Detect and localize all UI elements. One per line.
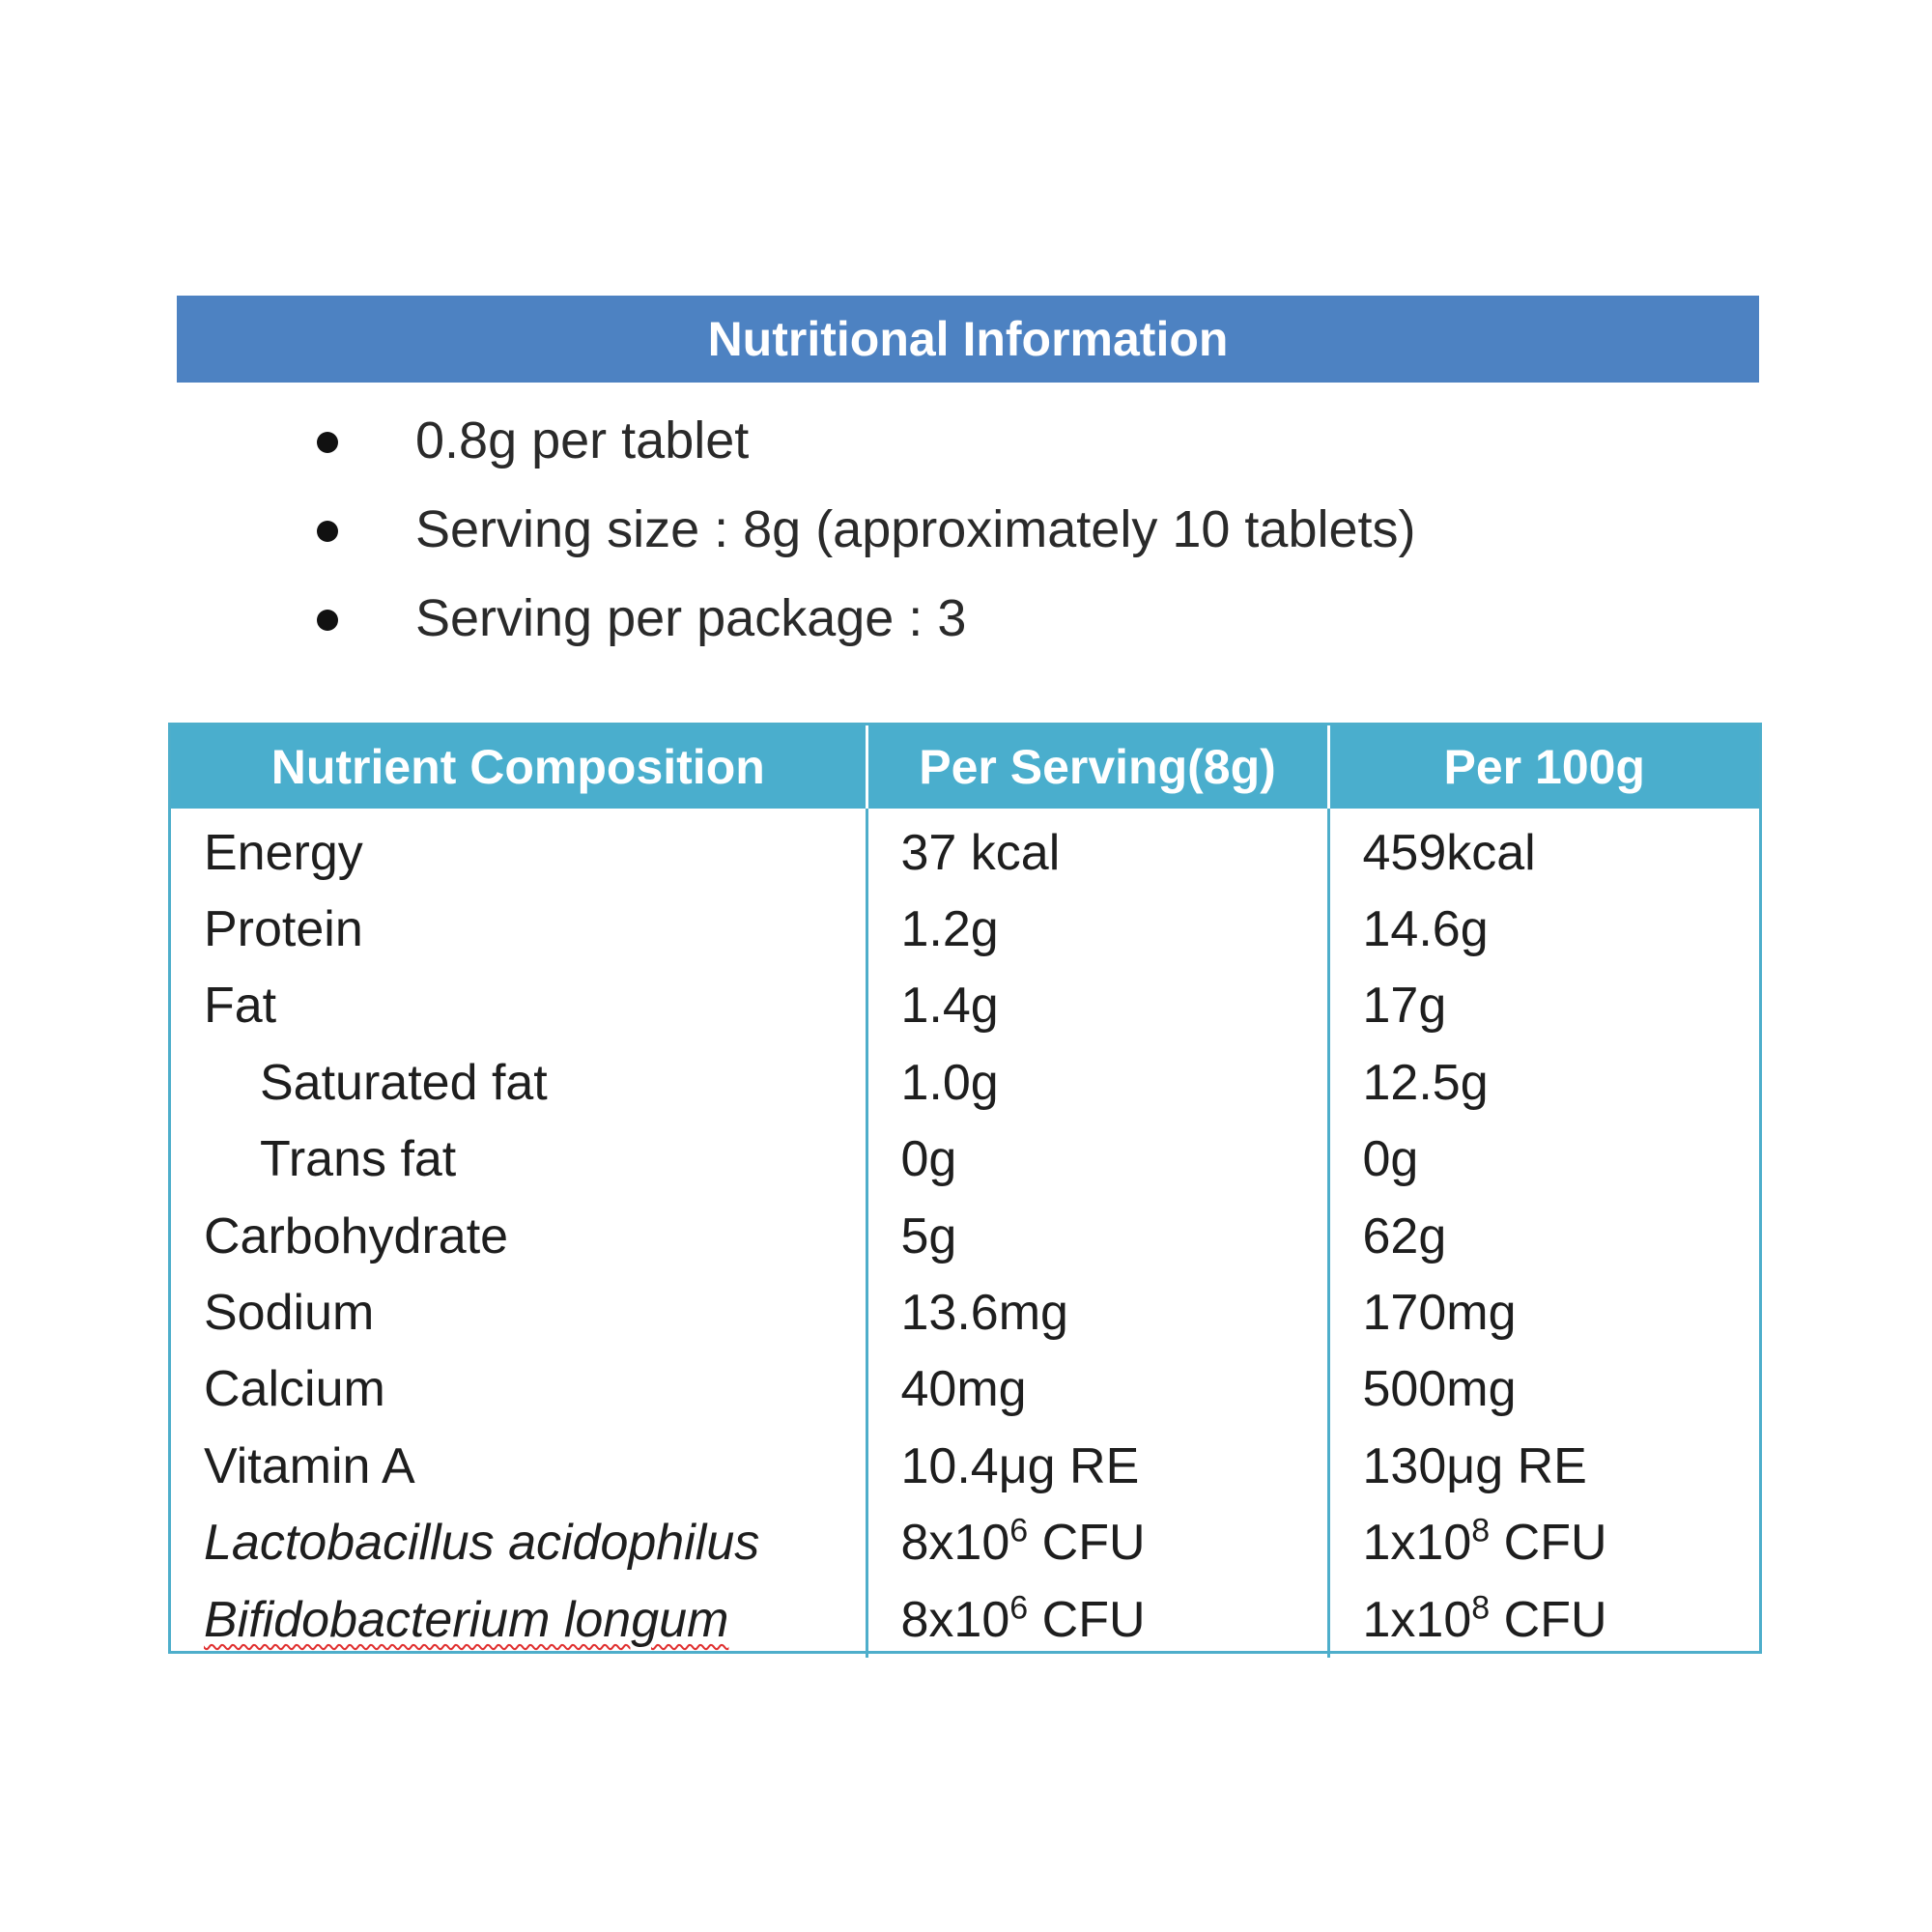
nutrient-name: Vitamin A (204, 1437, 415, 1494)
per-100g-value: 17g (1328, 968, 1759, 1044)
per-serving-value: 13.6mg (867, 1274, 1328, 1350)
value-exponent: 6 (1009, 1512, 1029, 1549)
per-serving-value: 5g (867, 1198, 1328, 1274)
value-exponent: 8 (1471, 1589, 1491, 1627)
per-serving-value: 40mg (867, 1351, 1328, 1428)
per-serving-value: 1.4g (867, 968, 1328, 1044)
per-100g-value: 14.6g (1328, 891, 1759, 967)
spellcheck-underlined-text: Bifidobacterium longum (204, 1591, 729, 1648)
bullet-item-servings-per-package (0, 574, 1932, 663)
bullet-text: 0.8g per tablet (415, 412, 750, 469)
bullet-text: Serving per package : 3 (415, 589, 967, 647)
header-nutrient: Nutrient Composition (171, 725, 867, 809)
bullet-icon (317, 521, 338, 542)
per-serving-value: 0g (867, 1122, 1328, 1198)
value-unit: CFU (1490, 1515, 1607, 1572)
table-row (171, 1351, 1759, 1428)
table-row (171, 1198, 1759, 1274)
per-serving-value (867, 1505, 1328, 1581)
header-per-100g: Per 100g (1328, 725, 1759, 809)
header-per-serving: Per Serving(8g) (867, 725, 1328, 809)
table-row (171, 1044, 1759, 1121)
value-base: 8x10 (900, 1591, 1010, 1648)
nutrient-name: Energy (204, 824, 363, 881)
table-row (171, 891, 1759, 967)
per-100g-value (1328, 1505, 1759, 1581)
value-base: 1x10 (1362, 1591, 1472, 1648)
per-100g-value: 500mg (1328, 1351, 1759, 1428)
nutrient-name: Fat (204, 978, 277, 1035)
value-unit: CFU (1028, 1591, 1146, 1648)
per-serving-value: 1.0g (867, 1044, 1328, 1121)
per-serving-value: 37 kcal (867, 809, 1328, 891)
table-row (171, 968, 1759, 1044)
nutrient-name: Lactobacillus acidophilus (204, 1515, 760, 1572)
table-header-row (171, 725, 1759, 809)
table-row (171, 1122, 1759, 1198)
nutrition-title-bar (177, 296, 1759, 383)
per-100g-value: 170mg (1328, 1274, 1759, 1350)
nutrient-name (171, 1581, 867, 1658)
value-exponent: 6 (1009, 1589, 1029, 1627)
bullet-item-tablet-weight (0, 396, 1932, 485)
bullet-icon (317, 610, 338, 631)
per-100g-value: 62g (1328, 1198, 1759, 1274)
nutrient-name: Carbohydrate (204, 1208, 509, 1264)
per-100g-value: 459kcal (1328, 809, 1759, 891)
nutrient-name: Trans fat (260, 1131, 457, 1188)
table-row (171, 809, 1759, 891)
bullet-text: Serving size : 8g (approximately 10 tablets) (415, 500, 1416, 558)
value-unit: CFU (1028, 1515, 1146, 1572)
page-title: Nutritional Information (707, 312, 1229, 366)
per-100g-value: 12.5g (1328, 1044, 1759, 1121)
nutrient-name: Calcium (204, 1361, 385, 1418)
nutrient-name: Saturated fat (260, 1054, 548, 1111)
per-100g-value: 130μg RE (1328, 1428, 1759, 1504)
nutrient-name: Protein (204, 901, 363, 958)
per-serving-value: 1.2g (867, 891, 1328, 967)
table-row (171, 1505, 1759, 1581)
per-100g-value (1328, 1581, 1759, 1658)
value-exponent: 8 (1471, 1512, 1491, 1549)
nutrient-name: Sodium (204, 1285, 375, 1342)
value-unit: CFU (1490, 1591, 1607, 1648)
value-base: 8x10 (900, 1515, 1010, 1572)
per-serving-value: 10.4μg RE (867, 1428, 1328, 1504)
table-row (171, 1581, 1759, 1658)
value-base: 1x10 (1362, 1515, 1472, 1572)
nutrient-table (168, 723, 1762, 1654)
bullet-item-serving-size (0, 485, 1932, 574)
info-bullet-list (0, 396, 1932, 663)
table-row (171, 1428, 1759, 1504)
per-100g-value: 0g (1328, 1122, 1759, 1198)
bullet-icon (317, 432, 338, 453)
table-row (171, 1274, 1759, 1350)
per-serving-value (867, 1581, 1328, 1658)
